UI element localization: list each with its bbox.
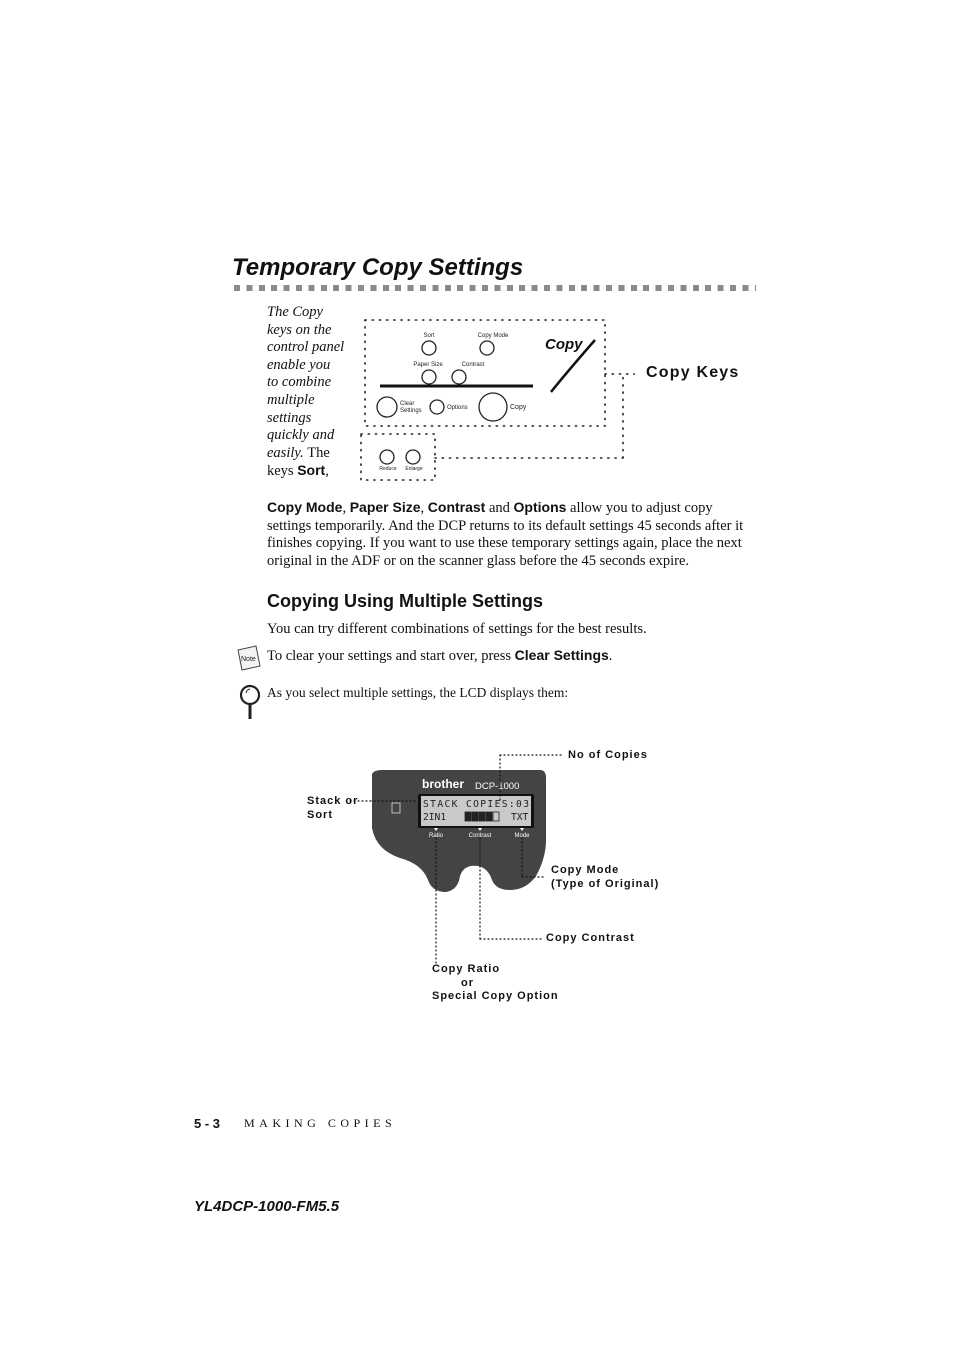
sort-button-graphic <box>422 341 436 355</box>
copy-logo: Copy <box>545 336 583 353</box>
contrast-segment <box>479 812 485 821</box>
intro-rest: allow you to adjust copy settings temporarily. And the DCP returns to its default settings 45 seconds after it finishes copying. If you want to use these temporary settings again, place the next original in the ADF or on the scanner glass before the 45 seconds expire. <box>267 500 744 569</box>
key-contrast: Contrast <box>427 499 486 515</box>
label-ratio: Ratio <box>428 833 444 839</box>
key-sort: Sort <box>297 462 326 479</box>
copy-keys-callout: Copy Keys <box>646 364 740 381</box>
callout-copy-mode: Copy Mode (Type of Original) <box>551 864 660 890</box>
enlarge-button-graphic <box>406 450 420 464</box>
document-id: YL4DCP-1000-FM5.5 <box>194 1198 340 1215</box>
label-reduce: Reduce <box>379 466 397 472</box>
callout-copy-ratio: Copy Ratio or Special Copy Option <box>432 963 559 1002</box>
label-mode: Mode <box>514 833 530 839</box>
options-button-graphic <box>430 400 444 414</box>
key-clear-settings: Clear Settings <box>514 647 609 663</box>
lcd-line-1: STACK COPIES:03 <box>423 799 529 810</box>
callout-copy-contrast: Copy Contrast <box>546 932 635 944</box>
key-copy-mode: Copy Mode <box>267 499 343 515</box>
section-body: You can try different combinations of settings for the best results. <box>267 621 647 637</box>
intro-paragraph: Copy Mode, Paper Size, Contrast and Options allow you to adjust copy settings temporarily. And the DCP returns to its default settings 45 seconds after it finishes copying. If you want to use these temporary settings again, place the next original in the ADF or on the scanner glass before the 45 seconds expire. <box>267 499 744 569</box>
key-options: Options <box>513 499 567 515</box>
copy-mode-button-graphic <box>480 341 494 355</box>
paper-size-button-graphic <box>422 370 436 384</box>
key-paper-size: Paper Size <box>349 499 421 515</box>
page-number: 5 - 3 <box>194 1116 221 1131</box>
reduce-enlarge-dotted-border <box>361 434 435 480</box>
callout-no-of-copies: No of Copies <box>568 749 648 761</box>
lcd-line-2-ratio: 2IN1 <box>423 812 447 823</box>
label-options: Options <box>447 405 468 411</box>
intro-italic-text: The Copy keys on the control panel enable you to combine multiple settings quickly and easily. The keys Sort, <box>267 304 345 480</box>
note-text-end: . <box>608 648 613 664</box>
contrast-segment <box>486 812 492 821</box>
note-text <box>267 647 612 665</box>
note-text-main: To clear your settings and start over, press <box>267 648 512 664</box>
label-copy: Copy <box>510 404 527 411</box>
title-rule <box>234 285 756 291</box>
contrast-segment <box>465 812 471 821</box>
label-clear: Clear <box>400 401 415 407</box>
copy-keys-panel-figure <box>355 312 635 492</box>
reduce-button-graphic <box>380 450 394 464</box>
brand-logo: brother <box>422 777 464 791</box>
model-label: DCP-1000 <box>475 781 520 792</box>
intro-keys: keys <box>267 463 294 480</box>
label-contrast-under: Contrast <box>468 833 492 839</box>
contrast-button-graphic <box>452 370 466 384</box>
intro-italic: The Copy keys on the control panel enable you to combine multiple settings quickly and easily. <box>267 304 345 461</box>
section-heading: Copying Using Multiple Settings <box>267 591 543 611</box>
callout-stack-or-sort: Stack or Sort <box>307 795 359 821</box>
label-paper-size: Paper Size <box>413 362 443 368</box>
label-copy-mode: Copy Mode <box>477 333 509 339</box>
clear-settings-button-graphic <box>377 397 397 417</box>
svg-text:Note: Note <box>241 656 256 663</box>
tip-text: As you select multiple settings, the LCD displays them: <box>267 685 569 700</box>
intro-and: and <box>488 500 510 516</box>
note-icon <box>236 644 262 672</box>
page-title: Temporary Copy Settings <box>232 254 524 281</box>
intro-the: The <box>307 444 330 461</box>
section-name: MAKING COPIES <box>244 1116 397 1130</box>
label-enlarge: Enlarge <box>405 466 423 472</box>
contrast-segment <box>472 812 478 821</box>
lcd-line-2-mode: TXT <box>511 812 529 823</box>
label-sort: Sort <box>423 333 435 339</box>
label-settings: Settings <box>400 408 422 414</box>
copy-button-graphic <box>479 393 507 421</box>
label-contrast: Contrast <box>461 362 485 368</box>
magnifier-icon <box>238 683 262 723</box>
